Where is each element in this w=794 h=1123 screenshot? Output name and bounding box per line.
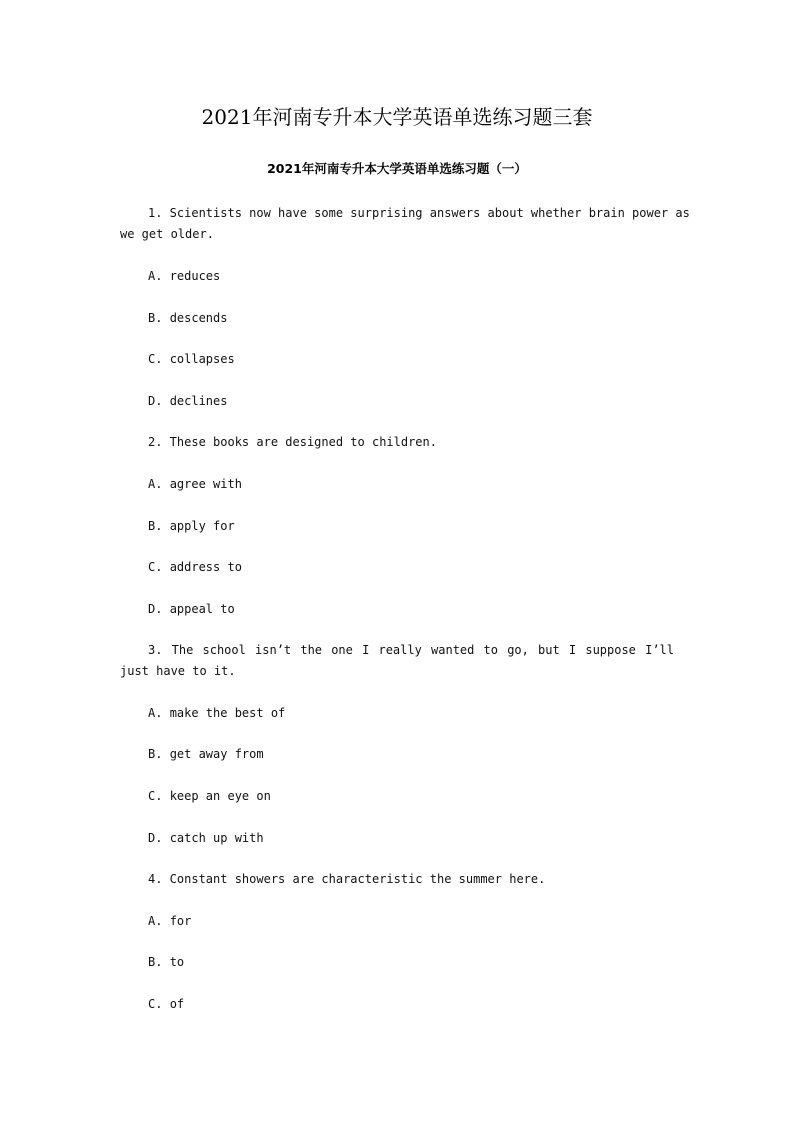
question-2-option-a <box>148 474 242 494</box>
option-letter: A. <box>148 269 163 283</box>
option-text: of <box>169 997 185 1011</box>
option-text: appeal to <box>169 602 235 616</box>
option-letter: B. <box>148 955 163 969</box>
option-text: declines <box>169 394 228 408</box>
option-letter: C. <box>148 560 163 574</box>
option-letter: C. <box>148 789 163 803</box>
option-text: address to <box>169 560 242 574</box>
question-3-option-d <box>148 828 264 848</box>
question-1-option-c <box>148 349 235 369</box>
option-letter: B. <box>148 747 163 761</box>
section-subtitle: 2021年河南专升本大学英语单选练习题（一） <box>267 161 527 176</box>
question-1-text-cont: we get older. <box>120 227 214 241</box>
option-text: for <box>169 914 192 928</box>
option-letter: C. <box>148 997 163 1011</box>
question-1-option-b <box>148 308 227 328</box>
option-letter: A. <box>148 477 163 491</box>
question-3-option-b <box>148 744 264 764</box>
option-letter: D. <box>148 394 163 408</box>
question-2-option-c <box>148 557 242 577</box>
question-1-option-a <box>148 266 220 286</box>
question-3-option-c <box>148 786 271 806</box>
option-letter: D. <box>148 602 163 616</box>
option-text: descends <box>169 311 228 325</box>
option-text: apply for <box>169 519 235 533</box>
question-3-option-a <box>148 703 285 723</box>
question-1-text: 1. Scientists now have some surprising answers about whether brain power as <box>148 206 690 220</box>
question-1-option-d <box>148 391 227 411</box>
document-title: 2021年河南专升本大学英语单选练习题三套 <box>201 105 593 129</box>
question-3-text-cont: just have to it. <box>120 664 236 678</box>
question-4-option-c <box>148 994 184 1014</box>
option-text: keep an eye on <box>169 789 271 803</box>
option-letter: D. <box>148 831 163 845</box>
option-letter: A. <box>148 706 163 720</box>
question-2-text: 2. These books are designed to children. <box>148 435 437 449</box>
question-4-option-a <box>148 911 191 931</box>
question-2-option-b <box>148 516 235 536</box>
question-3-text: 3. The school isn’t the one I really wanted to go, but I suppose I’ll <box>148 643 674 657</box>
option-text: reduces <box>169 269 221 283</box>
option-letter: C. <box>148 352 163 366</box>
option-text: get away from <box>169 747 264 761</box>
option-letter: B. <box>148 519 163 533</box>
option-text: agree with <box>169 477 242 491</box>
question-4-text: 4. Constant showers are characteristic the summer here. <box>148 872 546 886</box>
option-text: make the best of <box>169 706 286 720</box>
option-text: to <box>169 955 185 969</box>
option-text: catch up with <box>169 831 264 845</box>
question-2-option-d <box>148 599 235 619</box>
option-letter: B. <box>148 311 163 325</box>
option-letter: A. <box>148 914 163 928</box>
question-4-option-b <box>148 952 184 972</box>
option-text: collapses <box>169 352 235 366</box>
